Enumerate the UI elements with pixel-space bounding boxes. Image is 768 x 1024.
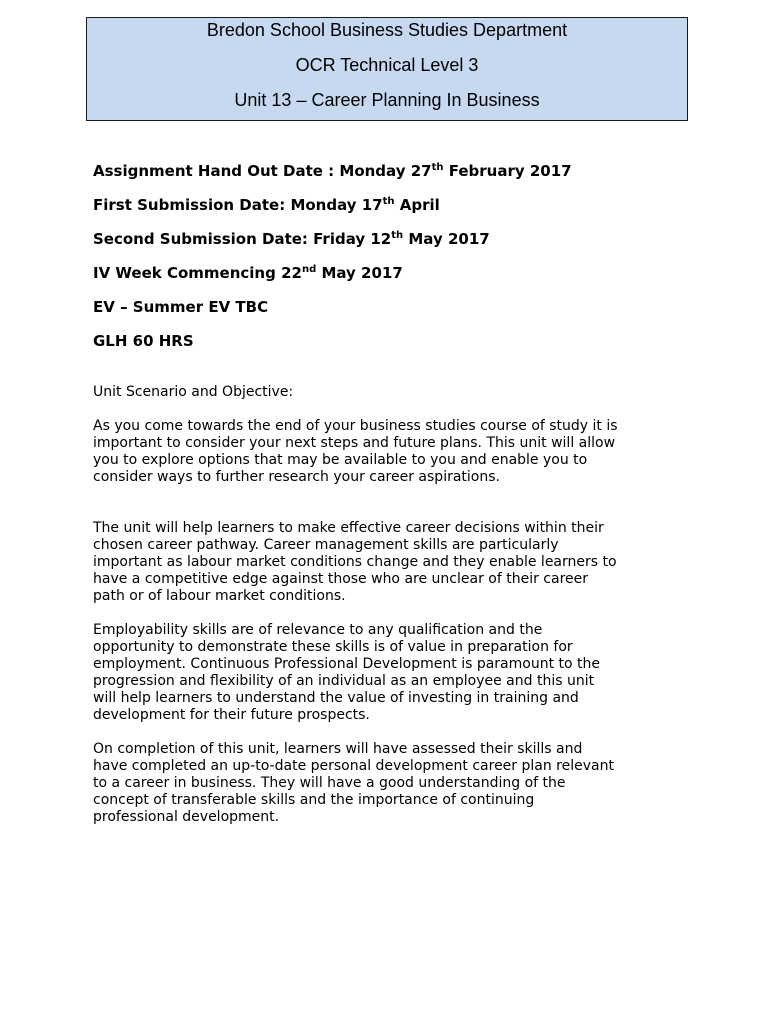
second-submission-date <box>93 222 572 256</box>
paragraph-line: Employability skills are of relevance to any qualification and the <box>93 622 543 638</box>
paragraph-line: path or of labour market conditions. <box>93 588 346 604</box>
first-submission-date-rest: April <box>394 196 440 214</box>
title-box <box>86 17 688 121</box>
paragraph-line: professional development. <box>93 809 280 825</box>
scenario-paragraph <box>93 741 618 826</box>
paragraph-line: development for their future prospects. <box>93 707 370 723</box>
ev-line: EV – Summer EV TBC <box>93 298 269 316</box>
second-submission-date-rest: May 2017 <box>403 230 490 248</box>
paragraph-line: will help learners to understand the value of investing in training and <box>93 690 579 706</box>
scenario-section <box>93 384 618 826</box>
paragraph-line: The unit will help learners to make effective career decisions within their <box>93 520 604 536</box>
paragraph-line: important as labour market conditions change and they enable learners to <box>93 554 617 570</box>
paragraph-line: important to consider your next steps and future plans. This unit will allow <box>93 435 616 451</box>
iv-week-date <box>93 256 572 290</box>
paragraph-line: you to explore options that may be available to you and enable you to <box>93 452 588 468</box>
scenario-paragraph <box>93 622 618 724</box>
second-submission-date-text: Second Submission Date: Friday 12 <box>93 230 392 248</box>
unit-title: Unit 13 – Career Planning In Business <box>234 90 540 110</box>
ordinal-suffix: th <box>391 230 404 241</box>
hand-out-date-text: Assignment Hand Out Date : Monday 27 <box>93 162 432 180</box>
key-dates-section <box>93 154 572 358</box>
paragraph-line: concept of transferable skills and the importance of continuing <box>93 792 535 808</box>
department-title: Bredon School Business Studies Department <box>206 20 568 40</box>
hand-out-date <box>93 154 572 188</box>
paragraph-line: to a career in business. They will have a good understanding of the <box>93 775 566 791</box>
qualification-title: OCR Technical Level 3 <box>295 55 479 75</box>
paragraph-line: have completed an up-to-date personal development career plan relevant <box>93 758 614 774</box>
paragraph-line: consider ways to further research your career aspirations. <box>93 469 500 485</box>
paragraph-line: On completion of this unit, learners will have assessed their skills and <box>93 741 583 757</box>
ordinal-suffix: nd <box>301 264 317 275</box>
paragraph-line: employment. Continuous Professional Development is paramount to the <box>93 656 601 672</box>
scenario-paragraph <box>93 520 618 605</box>
ordinal-suffix: th <box>382 196 395 207</box>
hand-out-date-rest: February 2017 <box>443 162 572 180</box>
scenario-paragraph <box>93 418 618 486</box>
paragraph-line: progression and flexibility of an individual as an employee and this unit <box>93 673 595 689</box>
ordinal-suffix: th <box>431 162 444 173</box>
paragraph-line: opportunity to demonstrate these skills is of value in preparation for <box>93 639 573 655</box>
iv-week-date-text: IV Week Commencing 22 <box>93 264 302 282</box>
first-submission-date-text: First Submission Date: Monday 17 <box>93 196 383 214</box>
first-submission-date <box>93 188 572 222</box>
paragraph-line: have a competitive edge against those who are unclear of their career <box>93 571 588 587</box>
glh-line: GLH 60 HRS <box>93 332 194 350</box>
iv-week-date-rest: May 2017 <box>316 264 403 282</box>
paragraph-line: chosen career pathway. Career management skills are particularly <box>93 537 559 553</box>
paragraph-line: As you come towards the end of your business studies course of study it is <box>93 418 618 434</box>
scenario-heading: Unit Scenario and Objective: <box>93 384 294 400</box>
